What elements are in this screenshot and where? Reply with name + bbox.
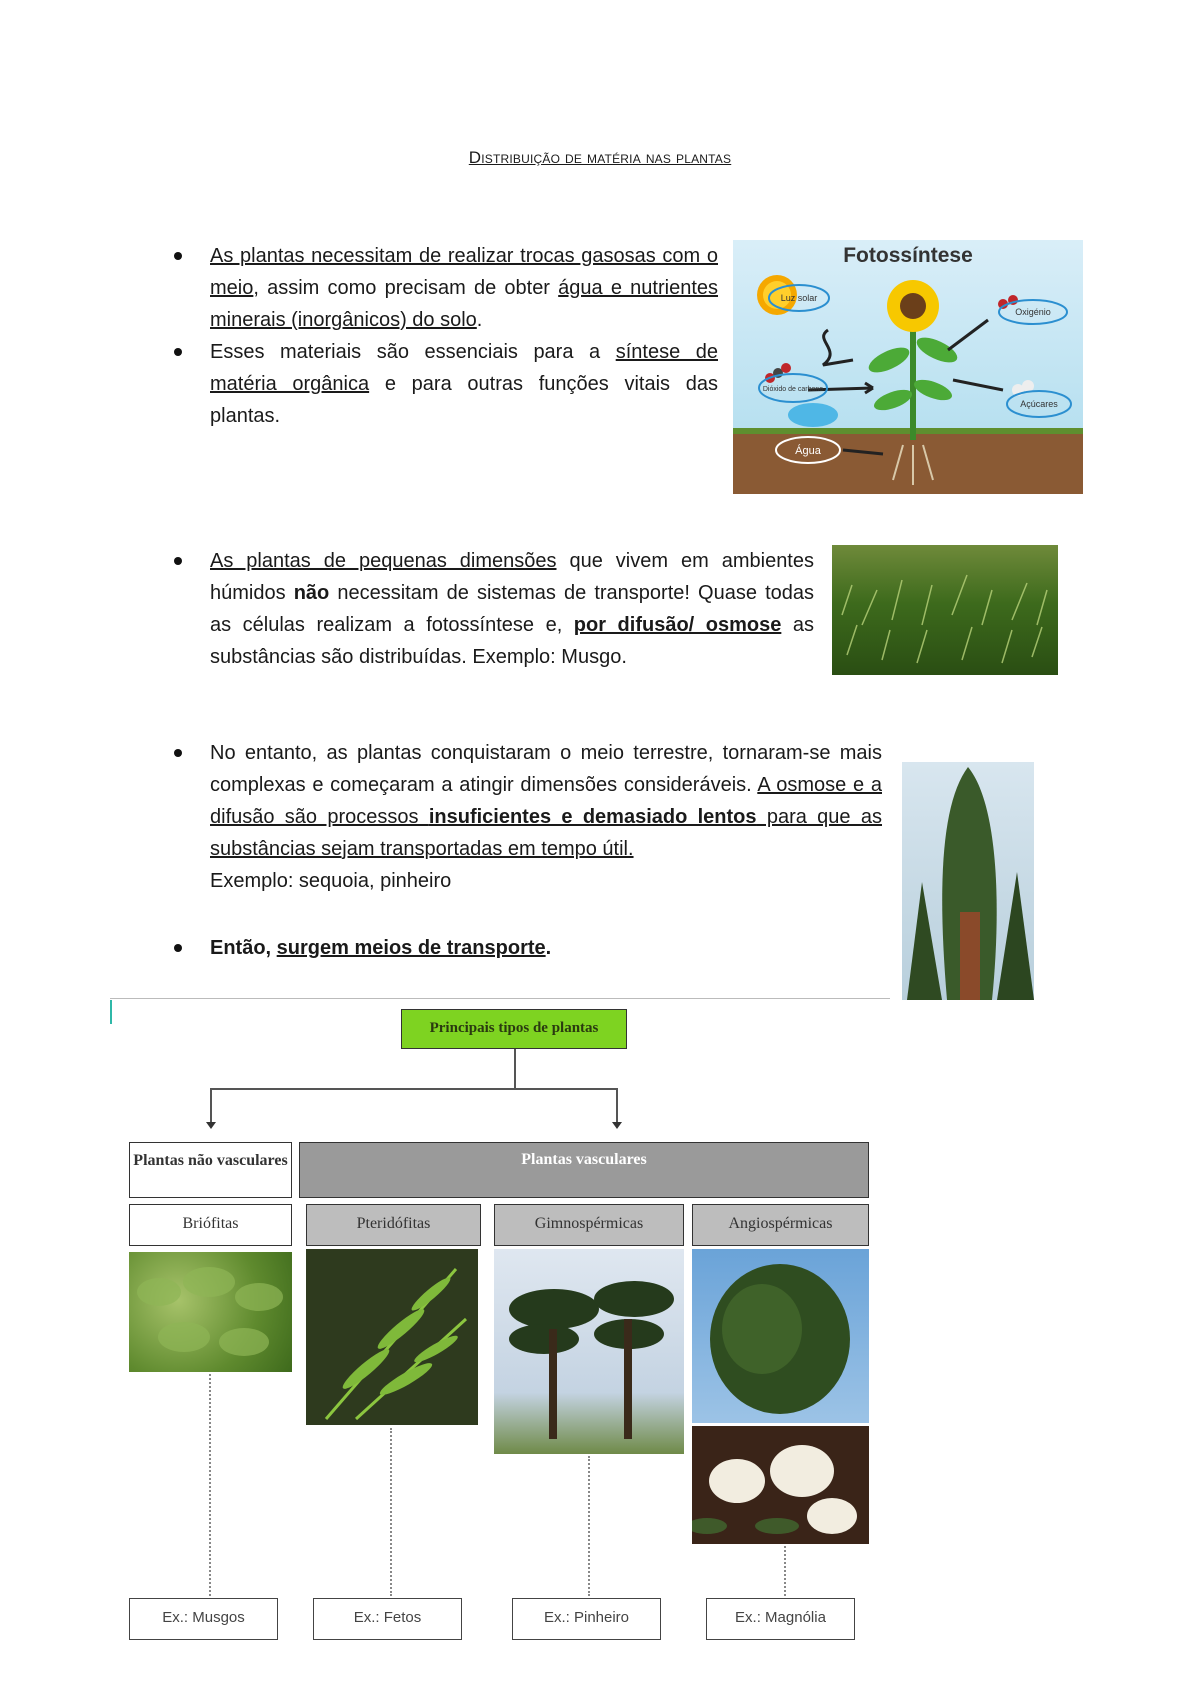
non-vascular-box: Plantas não vasculares [129, 1142, 292, 1198]
diagram-root: Principais tipos de plantas [401, 1009, 627, 1049]
type-pteridofitas: Pteridófitas [306, 1204, 481, 1246]
connector [210, 1088, 618, 1090]
sequoia-image [902, 762, 1034, 1000]
label-acucares: Açúcares [1020, 399, 1058, 409]
dotted-connector [588, 1456, 590, 1596]
bullet-dot [174, 944, 182, 952]
fern-image [306, 1249, 478, 1425]
moss-image [832, 545, 1058, 675]
bullet-text-4: No entanto, as plantas conquistaram o meio terrestre, tornaram-se mais complexas e começaram a atingir dimensões consideráveis. A osmose e a difusão são processos insuficientes e demasiado lentos para que as substâncias sejam transportadas em tempo útil. Exemplo: sequoia, pinheiro [210, 742, 882, 892]
bullet-text-5: Então, surgem meios de transporte. [210, 937, 552, 959]
bullet-dot [174, 348, 182, 356]
photosynthesis-title: Fotossíntese [843, 244, 973, 267]
pine-image [494, 1249, 684, 1454]
magnolia-image [692, 1426, 869, 1544]
connector [514, 1049, 516, 1089]
photosynthesis-image [733, 240, 1083, 494]
bullet-dot [174, 557, 182, 565]
text-cursor [110, 1000, 112, 1024]
example-fetos: Ex.: Fetos [313, 1598, 462, 1640]
example-magnolia: Ex.: Magnólia [706, 1598, 855, 1640]
label-luz: Luz solar [780, 293, 818, 303]
dotted-connector [784, 1546, 786, 1596]
example-pinheiro: Ex.: Pinheiro [512, 1598, 661, 1640]
arrowhead [206, 1122, 216, 1129]
dotted-connector [209, 1374, 211, 1596]
page-title: Distribuição de matéria nas plantas [468, 148, 732, 167]
type-briofitas: Briófitas [129, 1204, 292, 1246]
connector [616, 1088, 618, 1124]
bullet-text-1: As plantas necessitam de realizar trocas gasosas com o meio, assim como precisam de obter água e nutrientes minerais (inorgânicos) do solo. [210, 245, 719, 331]
dotted-connector [390, 1428, 392, 1596]
bullet-dot [174, 252, 182, 260]
label-agua: Água [795, 445, 821, 457]
angiosperm-tree-image [692, 1249, 869, 1423]
vascular-box: Plantas vasculares [299, 1142, 869, 1198]
bullet-text-3: As plantas de pequenas dimensões que vivem em ambientes húmidos não necessitam de sistemas de transporte! Quase todas as células realizam a fotossíntese e, por difusão/ osmose as substâncias são distribuídas. Exemplo: Musgo. [210, 550, 814, 668]
example-musgos: Ex.: Musgos [129, 1598, 278, 1640]
arrowhead [612, 1122, 622, 1129]
bullet-text-2: Esses materiais são essenciais para a síntese de matéria orgânica e para outras funções vitais das plantas. [210, 341, 718, 427]
label-oxigenio: Oxigénio [1015, 307, 1051, 317]
bullet-dot [174, 749, 182, 757]
liverwort-image [129, 1252, 292, 1372]
type-angiospermicas: Angiospérmicas [692, 1204, 869, 1246]
label-dioxido: Dióxido de carbono [762, 386, 824, 393]
connector [210, 1088, 212, 1124]
type-gimnospermicas: Gimnospérmicas [494, 1204, 684, 1246]
divider [110, 998, 890, 999]
